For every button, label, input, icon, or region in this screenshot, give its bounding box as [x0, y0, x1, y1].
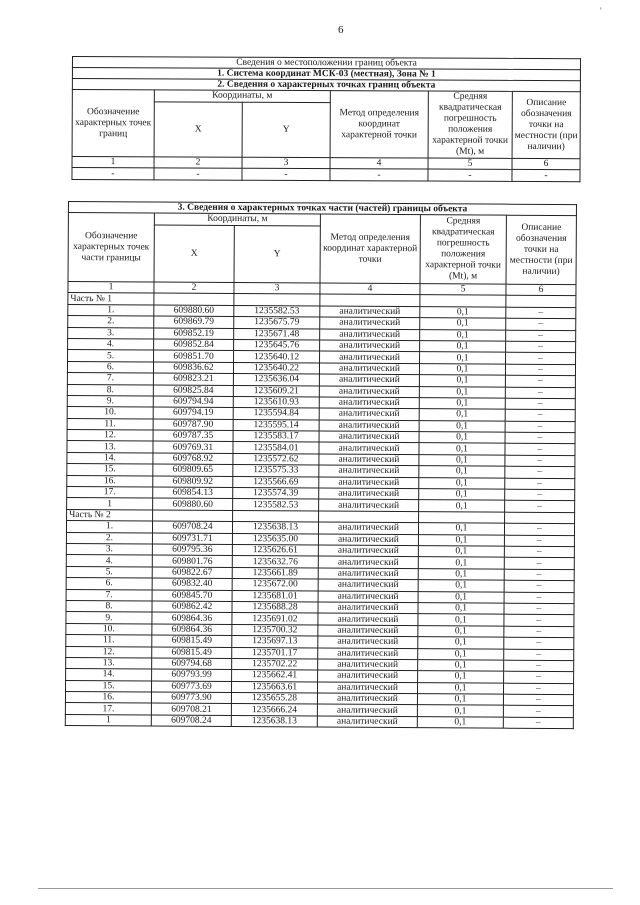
point-number-cell: 1 [65, 714, 151, 726]
error-cell: 0,1 [420, 318, 506, 330]
x-coordinate-cell: 609809.92 [153, 476, 233, 488]
description-cell: – [504, 649, 574, 661]
y-coordinate-cell: 1235636.04 [233, 374, 319, 386]
point-number-cell: 17. [65, 703, 151, 715]
column-number: 1 [72, 157, 154, 169]
x-coordinate-cell: 609851.70 [154, 350, 234, 362]
y-coordinate-cell: 1235671.48 [234, 328, 320, 340]
y-coordinate-cell: 1235610.93 [233, 396, 319, 408]
description-cell: – [505, 387, 575, 399]
col-header-description: Описание обозначения точки на местности (при наличии) [512, 91, 580, 158]
method-cell: аналитический [318, 568, 418, 580]
error-cell: 0,1 [418, 625, 504, 637]
part-label: Часть № 2 [67, 509, 153, 521]
x-coordinate-cell: 609880.60 [154, 305, 234, 317]
method-cell: аналитический [318, 602, 418, 614]
method-cell: аналитический [319, 443, 419, 455]
y-coordinate-cell: 1235638.13 [232, 522, 318, 534]
x-coordinate-cell: 609854.13 [153, 487, 233, 499]
point-number-cell: 12. [67, 430, 153, 442]
description-cell: – [505, 421, 575, 433]
description-cell: – [504, 558, 574, 570]
error-cell: 0,1 [418, 568, 504, 580]
point-number-cell: 9. [67, 395, 153, 407]
error-cell: 0,1 [418, 614, 504, 626]
col-header-y: Y [242, 102, 330, 157]
error-cell: 0,1 [418, 603, 504, 615]
method-cell: аналитический [318, 670, 418, 682]
method-cell: аналитический [319, 477, 419, 489]
method-cell: аналитический [319, 488, 419, 500]
y-coordinate-cell: 1235640.12 [234, 351, 320, 363]
error-cell: 0,1 [419, 375, 505, 387]
error-cell: 0,1 [419, 443, 505, 455]
point-number-cell: 12. [66, 646, 152, 658]
y-coordinate-cell: 1235574.39 [233, 488, 319, 500]
error-cell: 0,1 [419, 466, 505, 478]
description-cell: – [504, 546, 574, 558]
error-cell: 0,1 [420, 341, 506, 353]
error-cell: 0,1 [419, 500, 505, 512]
empty-cell: - [512, 170, 580, 182]
table-title: Сведения о местоположении границ объекта [72, 57, 580, 70]
y-coordinate-cell: 1235702.22 [232, 658, 318, 670]
description-cell: – [504, 614, 574, 626]
x-coordinate-cell: 609862.42 [152, 601, 232, 613]
method-cell: аналитический [318, 556, 418, 568]
description-cell: – [505, 489, 575, 501]
method-cell: аналитический [318, 613, 418, 625]
col-header-designation: Обозначение характерных точек границ [72, 90, 154, 157]
part-label-spacer-cell [233, 510, 319, 522]
x-coordinate-cell: 609822.67 [152, 567, 232, 579]
description-cell: – [504, 535, 574, 547]
x-coordinate-cell: 609852.84 [154, 339, 234, 351]
x-coordinate-cell: 609773.69 [152, 681, 232, 693]
error-cell: 0,1 [418, 557, 504, 569]
description-cell: – [505, 432, 575, 444]
point-number-cell: 10. [66, 623, 152, 635]
error-cell: 0,1 [420, 306, 506, 318]
method-cell: аналитический [319, 454, 419, 466]
description-cell: – [504, 637, 574, 649]
error-cell: 0,1 [418, 591, 504, 603]
x-coordinate-cell: 609794.68 [152, 658, 232, 670]
part-label: Часть № 1 [68, 293, 154, 305]
x-coordinate-cell: 609795.36 [152, 544, 232, 556]
method-cell: аналитический [319, 408, 419, 420]
y-coordinate-cell: 1235594.84 [233, 408, 319, 420]
x-coordinate-cell: 609708.21 [151, 703, 231, 715]
point-number-cell: 10. [67, 407, 153, 419]
point-number-cell: 11. [66, 635, 152, 647]
y-coordinate-cell: 1235566.69 [233, 476, 319, 488]
point-number-cell: 16. [67, 475, 153, 487]
method-cell: аналитический [320, 340, 420, 352]
point-number-cell: 14. [66, 669, 152, 681]
y-coordinate-cell: 1235595.14 [233, 419, 319, 431]
method-cell: аналитический [317, 693, 417, 705]
x-coordinate-cell: 609787.90 [153, 419, 233, 431]
description-cell: – [504, 626, 574, 638]
section-1-heading: 1. Система координат МСК-03 (местная), Зона № 1 [72, 68, 580, 81]
error-cell: 0,1 [420, 352, 506, 364]
page-edge-line [38, 888, 613, 889]
y-coordinate-cell: 1235655.28 [231, 693, 317, 705]
column-number: 3 [242, 157, 330, 169]
y-coordinate-cell: 1235640.22 [233, 362, 319, 374]
col-header-method: Метод определения координат характерной точки [320, 214, 420, 284]
x-coordinate-cell: 609731.71 [152, 533, 232, 545]
column-number: 4 [330, 158, 428, 170]
point-number-cell: 8. [67, 384, 153, 396]
description-cell: – [503, 706, 573, 718]
error-cell: 0,1 [417, 716, 503, 728]
description-cell: – [504, 580, 574, 592]
error-cell: 0,1 [418, 671, 504, 683]
x-coordinate-cell: 609768.92 [153, 453, 233, 465]
description-cell: – [505, 375, 575, 387]
error-cell: 0,1 [418, 580, 504, 592]
column-number: 2 [154, 157, 242, 169]
point-number-cell: 3. [68, 327, 154, 339]
method-cell: аналитический [317, 704, 417, 716]
column-number: 5 [420, 284, 506, 296]
part-label-spacer-cell [419, 511, 505, 523]
x-coordinate-cell: 609708.24 [151, 715, 231, 727]
method-cell: аналитический [318, 625, 418, 637]
point-number-cell: 15. [66, 680, 152, 692]
y-coordinate-cell: 1235700.32 [232, 624, 318, 636]
y-coordinate-cell: 1235701.17 [232, 647, 318, 659]
error-cell: 0,1 [417, 705, 503, 717]
col-header-x: X [154, 102, 242, 157]
description-cell: – [506, 307, 576, 319]
description-cell: – [505, 466, 575, 478]
y-coordinate-cell: 1235572.62 [233, 453, 319, 465]
description-cell: – [504, 569, 574, 581]
point-number-cell: 13. [66, 657, 152, 669]
part-boundary-points-table [65, 201, 577, 729]
x-coordinate-cell: 609708.24 [152, 521, 232, 533]
method-cell: аналитический [319, 374, 419, 386]
column-number: 6 [506, 284, 576, 296]
description-cell: – [504, 603, 574, 615]
part-label-spacer-cell [420, 295, 506, 307]
empty-cell: - [330, 169, 428, 181]
method-cell: аналитический [318, 591, 418, 603]
description-cell: – [506, 330, 576, 342]
y-coordinate-cell: 1235626.61 [232, 544, 318, 556]
part-label-spacer-cell [234, 294, 320, 306]
method-cell: аналитический [318, 545, 418, 557]
page-number: 6 [338, 24, 344, 36]
column-number: 5 [428, 158, 512, 170]
description-cell: – [505, 364, 575, 376]
error-cell: 0,1 [418, 546, 504, 558]
point-number-cell: 16. [65, 692, 151, 704]
point-number-cell: 11. [67, 418, 153, 430]
method-cell: аналитический [318, 659, 418, 671]
point-number-cell: 9. [66, 612, 152, 624]
point-number-cell: 13. [67, 441, 153, 453]
y-coordinate-cell: 1235575.33 [233, 465, 319, 477]
error-cell: 0,1 [418, 523, 504, 535]
description-cell: – [503, 694, 573, 706]
x-coordinate-cell: 609852.19 [154, 328, 234, 340]
description-cell: – [503, 683, 573, 695]
y-coordinate-cell: 1235582.53 [233, 499, 319, 511]
part-label-spacer-cell [505, 512, 575, 524]
x-coordinate-cell: 609864.36 [152, 612, 232, 624]
method-cell: аналитический [318, 648, 418, 660]
x-coordinate-cell: 609801.76 [152, 555, 232, 567]
point-number-cell: 14. [67, 452, 153, 464]
description-cell: – [503, 717, 573, 729]
y-coordinate-cell: 1235666.24 [231, 704, 317, 716]
x-coordinate-cell: 609773.90 [151, 692, 231, 704]
x-coordinate-cell: 609794.94 [153, 396, 233, 408]
y-coordinate-cell: 1235645.76 [234, 339, 320, 351]
y-coordinate-cell: 1235691.02 [232, 613, 318, 625]
col-header-description: Описание обозначения точки на местности (при наличии) [506, 215, 576, 284]
empty-cell: - [154, 168, 242, 180]
part-label-spacer-cell [319, 511, 419, 523]
error-cell: 0,1 [419, 420, 505, 432]
method-cell: аналитический [319, 397, 419, 409]
error-cell: 0,1 [418, 648, 504, 660]
column-number: 6 [512, 158, 580, 170]
point-number-cell: 8. [66, 600, 152, 612]
column-number: 3 [234, 283, 320, 295]
y-coordinate-cell: 1235681.01 [232, 590, 318, 602]
y-coordinate-cell: 1235635.00 [232, 533, 318, 545]
error-cell: 0,1 [419, 409, 505, 421]
point-number-cell: 1 [67, 498, 153, 510]
x-coordinate-cell: 609880.60 [153, 498, 233, 510]
method-cell: аналитический [317, 682, 417, 694]
description-cell: – [505, 409, 575, 421]
empty-data-row [72, 168, 580, 182]
description-cell: – [504, 592, 574, 604]
description-cell: – [504, 523, 574, 535]
table-row [65, 714, 573, 728]
method-cell: аналитический [319, 465, 419, 477]
point-number-cell: 4. [66, 555, 152, 567]
method-cell: аналитический [318, 522, 418, 534]
part-label-spacer-cell [320, 294, 420, 306]
col-header-error: Средняя квадратическая погрешность положения характерной точки (Mt), м [428, 91, 512, 158]
x-coordinate-cell: 609864.36 [152, 624, 232, 636]
point-number-cell: 6. [67, 361, 153, 373]
x-coordinate-cell: 609815.49 [152, 647, 232, 659]
error-cell: 0,1 [419, 432, 505, 444]
error-cell: 0,1 [419, 477, 505, 489]
description-cell: – [506, 353, 576, 365]
x-coordinate-cell: 609836.62 [153, 362, 233, 374]
col-header-error: Средняя квадратическая погрешность положения характерной точки (Mt), м [420, 215, 506, 285]
description-cell: – [505, 501, 575, 513]
y-coordinate-cell: 1235688.28 [232, 601, 318, 613]
col-header-designation: Обозначение характерных точек части границы [68, 213, 154, 283]
x-coordinate-cell: 609815.49 [152, 635, 232, 647]
section-2-heading: 2. Сведения о характерных точках границ объекта [72, 79, 580, 92]
y-coordinate-cell: 1235675.79 [234, 317, 320, 329]
point-number-cell: 1. [68, 304, 154, 316]
method-cell: аналитический [320, 329, 420, 341]
column-number: 2 [154, 282, 234, 294]
method-cell: аналитический [318, 579, 418, 591]
part-label-spacer-cell [506, 296, 576, 308]
point-number-cell: 7. [66, 589, 152, 601]
x-coordinate-cell: 609825.84 [153, 385, 233, 397]
error-cell: 0,1 [420, 329, 506, 341]
y-coordinate-cell: 1235632.76 [232, 556, 318, 568]
point-number-cell: 2. [68, 316, 154, 328]
part-label-spacer-cell [154, 293, 234, 305]
part-label-spacer-cell [153, 510, 233, 522]
description-cell: – [505, 444, 575, 456]
y-coordinate-cell: 1235638.13 [231, 715, 317, 727]
y-coordinate-cell: 1235609.21 [233, 385, 319, 397]
error-cell: 0,1 [417, 694, 503, 706]
x-coordinate-cell: 609832.40 [152, 578, 232, 590]
description-cell: – [505, 478, 575, 490]
error-cell: 0,1 [418, 637, 504, 649]
empty-cell: - [242, 169, 330, 181]
error-cell: 0,1 [419, 489, 505, 501]
point-number-cell: 7. [67, 373, 153, 385]
col-header-coords: Координаты, м [154, 213, 320, 226]
method-cell: аналитический [319, 386, 419, 398]
point-number-cell: 17. [67, 487, 153, 499]
corner-mark: ' [600, 6, 602, 16]
description-cell: – [506, 341, 576, 353]
method-cell: аналитический [317, 716, 417, 728]
method-cell: аналитический [319, 499, 419, 511]
y-coordinate-cell: 1235672.00 [232, 579, 318, 591]
description-cell: – [505, 398, 575, 410]
section-3-heading: 3. Сведения о характерных точках части (частей) границы объекта [68, 202, 576, 216]
error-cell: 0,1 [419, 398, 505, 410]
col-header-y: Y [234, 226, 320, 284]
x-coordinate-cell: 609769.31 [153, 441, 233, 453]
point-number-cell: 5. [68, 350, 154, 362]
col-header-coords: Координаты, м [154, 90, 330, 103]
x-coordinate-cell: 609787.35 [153, 430, 233, 442]
method-cell: аналитический [319, 431, 419, 443]
point-number-cell: 2. [66, 532, 152, 544]
empty-cell: - [72, 168, 154, 180]
x-coordinate-cell: 609794.19 [153, 407, 233, 419]
x-coordinate-cell: 609869.79 [154, 316, 234, 328]
method-cell: аналитический [318, 636, 418, 648]
method-cell: аналитический [320, 306, 420, 318]
column-number: 1 [68, 282, 154, 294]
point-number-cell: 4. [68, 338, 154, 350]
empty-cell: - [428, 169, 512, 181]
point-number-cell: 5. [66, 566, 152, 578]
description-cell: – [506, 318, 576, 330]
method-cell: аналитический [319, 420, 419, 432]
y-coordinate-cell: 1235697.13 [232, 636, 318, 648]
point-number-cell: 3. [66, 543, 152, 555]
x-coordinate-cell: 609809.65 [153, 464, 233, 476]
method-cell: аналитический [319, 363, 419, 375]
col-header-method: Метод определения координат характерной точки [330, 91, 428, 158]
x-coordinate-cell: 609845.70 [152, 590, 232, 602]
y-coordinate-cell: 1235662.41 [232, 670, 318, 682]
x-coordinate-cell: 609793.99 [152, 669, 232, 681]
column-number: 4 [320, 283, 420, 295]
error-cell: 0,1 [417, 682, 503, 694]
error-cell: 0,1 [419, 455, 505, 467]
col-header-x: X [154, 225, 234, 282]
description-cell: – [504, 671, 574, 683]
method-cell: аналитический [318, 534, 418, 546]
description-cell: – [505, 455, 575, 467]
error-cell: 0,1 [418, 660, 504, 672]
y-coordinate-cell: 1235584.01 [233, 442, 319, 454]
description-cell: – [504, 660, 574, 672]
error-cell: 0,1 [418, 534, 504, 546]
method-cell: аналитический [320, 351, 420, 363]
boundary-location-table [71, 56, 581, 182]
y-coordinate-cell: 1235663.61 [232, 681, 318, 693]
error-cell: 0,1 [419, 363, 505, 375]
y-coordinate-cell: 1235661.89 [232, 567, 318, 579]
point-number-cell: 15. [67, 464, 153, 476]
method-cell: аналитический [320, 317, 420, 329]
point-number-cell: 1. [66, 521, 152, 533]
x-coordinate-cell: 609823.21 [153, 373, 233, 385]
point-number-cell: 6. [66, 578, 152, 590]
error-cell: 0,1 [419, 386, 505, 398]
y-coordinate-cell: 1235583.17 [233, 431, 319, 443]
y-coordinate-cell: 1235582.53 [234, 305, 320, 317]
